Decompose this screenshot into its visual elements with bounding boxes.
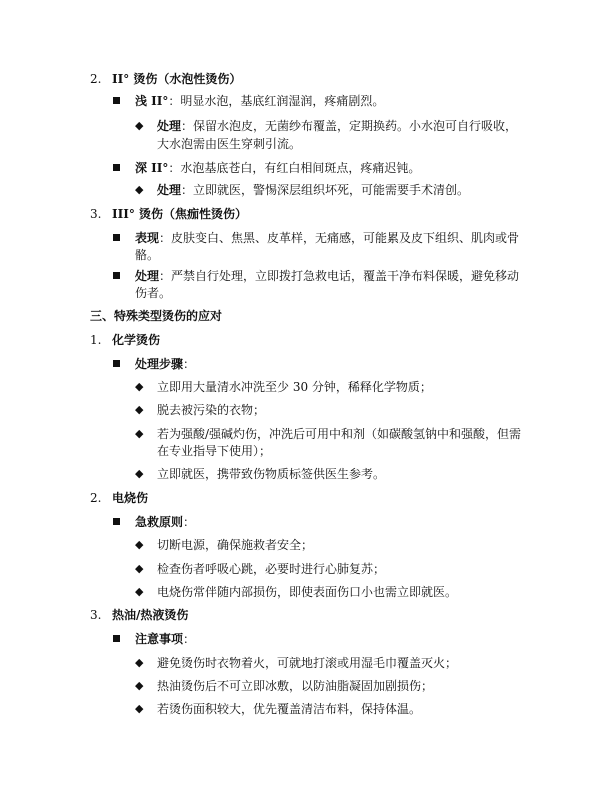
list-item: 浅 II°：明显水泡，基底红润湿润，疼痛剧烈。 xyxy=(135,94,385,108)
diamond-bullet-icon: ◆ xyxy=(135,538,144,551)
subsection-title: 化学烫伤 xyxy=(112,333,161,347)
list-item: 切断电源，确保施救者安全； xyxy=(157,538,314,552)
diamond-bullet-icon: ◆ xyxy=(135,679,144,692)
diamond-bullet-icon: ◆ xyxy=(135,380,144,393)
list-item: 立即用大量清水冲洗至少 30 分钟，稀释化学物质； xyxy=(157,380,432,394)
list-item-continuation: 伤者。 xyxy=(135,286,172,300)
list-number: 3. xyxy=(90,608,102,622)
list-item: 检查伤者呼吸心跳，必要时进行心肺复苏； xyxy=(157,562,386,576)
list-item: 注意事项： xyxy=(135,632,196,646)
list-item: 处理：保留水泡皮，无菌纱布覆盖，定期换药。小水泡可自行吸收， xyxy=(157,119,518,133)
square-bullet-icon xyxy=(113,234,120,241)
list-number: 2. xyxy=(90,491,102,505)
list-item: 处理步骤： xyxy=(135,357,196,371)
diamond-bullet-icon: ◆ xyxy=(135,119,144,132)
square-bullet-icon xyxy=(113,164,120,171)
list-item: 避免烫伤时衣物着火，可就地打滚或用湿毛巾覆盖灭火； xyxy=(157,656,458,670)
list-item: 若为强酸/强碱灼伤，冲洗后可用中和剂（如碳酸氢钠中和强酸，但需 xyxy=(157,427,522,441)
diamond-bullet-icon: ◆ xyxy=(135,585,144,598)
list-item: 处理：立即就医，警惕深层组织坏死，可能需要手术清创。 xyxy=(157,183,470,197)
subsection-title: 电烧伤 xyxy=(112,491,149,505)
list-item: 若烫伤面积较大，优先覆盖清洁布料，保持体温。 xyxy=(157,702,422,716)
section-title: III° 烫伤（焦痂性烫伤） xyxy=(112,207,248,221)
list-item: 深 II°：水泡基底苍白，有红白相间斑点，疼痛迟钝。 xyxy=(135,161,421,175)
diamond-bullet-icon: ◆ xyxy=(135,562,144,575)
diamond-bullet-icon: ◆ xyxy=(135,427,144,440)
square-bullet-icon xyxy=(113,518,120,525)
list-item: 立即就医，携带致伤物质标签供医生参考。 xyxy=(157,467,386,481)
square-bullet-icon xyxy=(113,360,120,367)
list-item-continuation: 骼。 xyxy=(135,248,160,262)
section-heading: 三、特殊类型烫伤的应对 xyxy=(90,309,223,323)
list-number: 3. xyxy=(90,207,102,221)
subsection-title: 热油/热液烫伤 xyxy=(112,608,189,622)
square-bullet-icon xyxy=(113,272,120,279)
list-item: 急救原则： xyxy=(135,515,196,529)
list-item: 电烧伤常伴随内部损伤，即使表面伤口小也需立即就医。 xyxy=(157,585,458,599)
list-item: 热油烫伤后不可立即冰敷，以防油脂凝固加剧损伤； xyxy=(157,679,434,693)
diamond-bullet-icon: ◆ xyxy=(135,656,144,669)
diamond-bullet-icon: ◆ xyxy=(135,403,144,416)
section-title: II° 烫伤（水泡性烫伤） xyxy=(112,72,242,86)
diamond-bullet-icon: ◆ xyxy=(135,702,144,715)
list-item: 脱去被污染的衣物； xyxy=(157,403,266,417)
list-item-continuation: 大水泡需由医生穿刺引流。 xyxy=(157,137,302,151)
list-number: 1. xyxy=(90,333,102,347)
list-item-continuation: 在专业指导下使用）； xyxy=(157,444,272,458)
list-item: 表现：皮肤变白、焦黑、皮革样，无痛感，可能累及皮下组织、肌肉或骨 xyxy=(135,231,520,245)
diamond-bullet-icon: ◆ xyxy=(135,467,144,480)
diamond-bullet-icon: ◆ xyxy=(135,183,144,196)
square-bullet-icon xyxy=(113,97,120,104)
square-bullet-icon xyxy=(113,635,120,642)
list-number: 2. xyxy=(90,72,102,86)
list-item: 处理：严禁自行处理，立即拨打急救电话，覆盖干净布料保暖，避免移动 xyxy=(135,269,520,283)
